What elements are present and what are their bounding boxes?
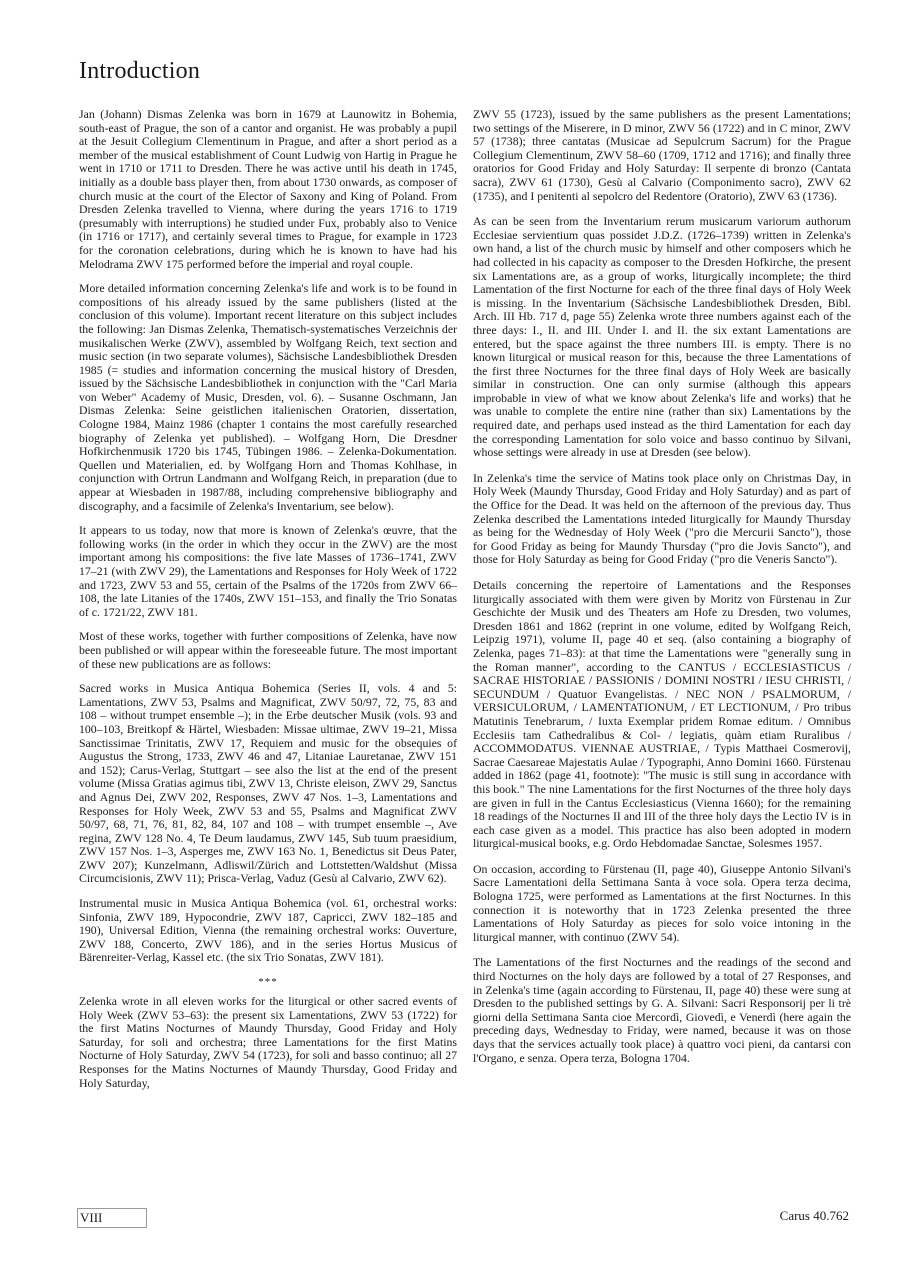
paragraph: Jan (Johann) Dismas Zelenka was born in 1679 at Launowitz in Bohemia, south-east of Prague, the son of a cantor and organist. He was probably a pupil at the Jesuit Collegium Clementinum in Prague, and after a short period as a member of the musical establishment of Count Ludwig von Hartig in Prague he went in 1710 or 1711 to Dresden. There he was active until his death in 1745, initially as a double bass player then, from about 1730 onwards, as composer of church music at the court of the Elector of Saxony and King of Poland. From Dresden Zelenka travelled to Vienna, where during the years 1716 to 1719 (presumably with interruptions) he studied under Fux, probably also to Venice (in 1716 or 1717), and certainly several times to Prague, for example in 1723 for the coronation celebrations, during which he is known to have had his Melodrama ZWV 175 performed before the imperial and royal couple. [79,107,457,271]
paragraph: The Lamentations of the first Nocturnes and the readings of the second and third Nocturnes on the holy days are followed by a total of 27 Responses, and in Zelenka's time (again according to Fürstenau, II, page 40) these were sung at Dresden to the published settings by G. A. Silvani: Sacri Responsorij per li trè giorni della Settimana Santa cioe Mercordì, Giovedì, e Venerdì (here again the preceding days, Wednesday to Friday, were named, because it was on those days that the services actually took place) à quattro voci pieni, da cantarsi con l'Organo, e senza. Opera terza, Bologna 1704. [473,955,851,1065]
paragraph: Most of these works, together with further compositions of Zelenka, have now been published or will appear within the foreseeable future. The most important of these new publications are as follows: [79,629,457,671]
catalogue-number: Carus 40.762 [779,1208,849,1223]
paragraph: More detailed information concerning Zelenka's life and work is to be found in compositions of his already issued by the same publishers (listed at the conclusion of this volume). Important recent literature on this subject includes the following: Jan Dismas Zelenka, Thematisch-systematisches Verzeichnis der musikalischen Werke (ZWV), assembled by Wolfgang Reich, text section and music section (in two separate volumes), Sächsische Landesbibliothek Dresden 1985 (= studies and information concerning the musical history of Dresden, issued by the Sächsische Landesbibliothek in conjunction with the "Carl Maria von Weber" Academy of Music, Dresden, vol. 6). – Susanne Oschmann, Jan Dismas Zelenka: Seine geistlichen italienischen Oratorien, dissertation, Cologne 1984, Mainz 1986 (chapter 1 contains the most carefully researched biography of Zelenka yet published). – Wolfgang Horn, Die Dresdner Hofkirchenmusik 1720 bis 1745, Tübingen 1986. – Zelenka-Dokumentation. Quellen und Materialien, ed. by Wolfgang Horn and Thomas Kohlhase, in conjunction with Ortrun Landmann and Wolfgang Reich, in preparation (due to appear at Wiesbaden in 1987/88, including comprehensive bibliography and discography, and a facsimile of Zelenka's Inventarium, see below). [79,281,457,513]
paragraph: It appears to us today, now that more is known of Zelenka's œuvre, that the following works (in the order in which they occur in the ZWV) are the most important among his compositions: the five late Masses of 1736–1741, ZWV 17–21 (with ZWV 29), the Lamentations and Responses for Holy Week of 1722 and 1723, ZWV 53 and 55, certain of the Psalms of the 1720s from ZWV 66–108, the late Litanies of the 1740s, ZWV 151–153, and finally the Trio Sonatas of c. 1721/22, ZWV 181. [79,523,457,619]
page-number: VIII [77,1208,147,1228]
paragraph: Sacred works in Musica Antiqua Bohemica (Series II, vols. 4 and 5: Lamentations, ZWV 53, Psalms and Magnificat, ZWV 50/97, 72, 75, 83 and 108 – without trumpet ensemble –); in the Erbe deutscher Musik (vols. 93 and 100–103, Breitkopf & Härtel, Wiesbaden: Missae ultimae, ZWV 19–21, Missa Sanctissimae Trinitatis, ZWV 17, Requiem and music for the obsequies of Augustus the Strong, 1733, ZWV 46 and 47, Litaniae Lauretanae, ZWV 151 and 152); Carus-Verlag, Stuttgart – see also the list at the end of the present volume (Missa Gratias agimus tibi, ZWV 13, Christe eleison, ZWV 29, Sanctus and Agnus Dei, ZWV 202, Responses, ZWV 47 Nos. 1–3, Lamentations and Responses for Holy Week, ZWV 53 and 55, Psalms and Magnificat ZWV 50/97, 68, 71, 76, 81, 82, 84, 107 and 108 – with trumpet ensemble –, Ave regina, ZWV 128 No. 4, Te Deum laudamus, ZWV 145, Sub tuum praesidium, ZWV 157 Nos. 1–3, Asperges me, ZWV 163 No. 1, Benedictus sit Deus Pater, ZWV 207); Kunzelmann, Adliswil/Zürich and Lottstetten/Waldshut (Missa Circumcisionis, ZWV 11); Prisca-Verlag, Vaduz (Gesù al Calvario, ZWV 62). [79,681,457,886]
section-separator: *** [258,976,278,989]
paragraph: In Zelenka's time the service of Matins took place only on Christmas Day, in Holy Week (Maundy Thursday, Good Friday and Holy Saturday) and as part of the Office for the Dead. It was held on the afternoon of the previous day. Thus Zelenka described the Lamentations inteded liturgically for Maundy Thursday as being for the Wednesday of Holy Week ("pro die Mercurii Sancto"), those for Good Friday as being for Maundy Thursday ("pro die Jovis Sancto"), and those for Holy Saturday as being for Good Friday ("pro die Veneris Sancto"). [473,470,851,567]
paragraph: Details concerning the repertoire of Lamentations and the Responses liturgically associated with them were given by Moritz von Fürstenau in Zur Geschichte der Musik und des Theaters am Hofe zu Dresden, two volumes, Dresden 1861 and 1862 (reprint in one volume, edited by Wolfgang Reich, Leipzig 1971), volume II, page 40 et seq. (also containing a biography of Zelenka, pages 71–83): at that time the Lamentations were "generally sung in the Roman manner", according to the CANTUS / ECCLESIASTICUS / SACRAE HISTORIAE / PASSIONIS / DOMINI NOSTRI / IESU CHRISTI, / SECUNDUM / Quatuor Evangelistas. / NEC NON / PSALMORUM, / VERSICULORUM, / LAMENTATIONUM, / ET LECTIONUM, / Pro tribus Matutinis Tenebrarum, / Iuxta Exemplar pridem Romae editum. / Omnibus Ecclesiis tam Cathedralibus & Col- / legiatis, quàm etiam Ruralibus / ACCOMMODATUS. VIENNAE AUSTRIAE, / Typis Matthaei Cosmerovij, Sacrae Caesareae Majestatis Aulae / Typographi, Anno Domini 1660. Fürstenau added in 1862 (page 41, footnote): "The music is still sung in accordance with this book." The nine Lamentations for the first Nocturnes of the three holy days are given in full in the Cantus Ecclesiasticus (Vienna 1660); for the remaining 18 readings of the Nocturnes II and III of the three holy days the Lectio IV is in each case given as a model. This practice has also been adopted in modern liturgical-musical books, e.g. Ordo Hebdomadae Sanctae, Solesmes 1957. [473,578,851,851]
paragraph: On occasion, according to Fürstenau (II, page 40), Giuseppe Antonio Silvani's Sacre Lamentationi della Settimana Santa à voce sola. Opera terza decima, Bologna 1725, were performed as Lamentations at the first Nocturnes. In this connection it is noteworthy that in 1723 Zelenka presented the three Lamentations of Holy Saturday as pieces for solo voice intoning in the liturgical manner, with continuo (ZWV 54). [473,861,851,944]
paragraph: Instrumental music in Musica Antiqua Bohemica (vol. 61, orchestral works: Sinfonia, ZWV 189, Hypocondrie, ZWV 187, Capricci, ZWV 182–185 and 190), Universal Edition, Vienna (the remaining orchestral works: Ouverture, ZWV 188, Concerto, ZWV 186), and in the series Hortus Musicus of Bärenreiter-Verlag, Kassel etc. (the six Trio Sonatas, ZWV 181). [79,896,457,965]
left-column [79,108,457,1101]
page-title: Introduction [79,58,201,84]
paragraph: ZWV 55 (1723), issued by the same publishers as the present Lamentations; two settings of the Miserere, in D minor, ZWV 56 (1722) and in C minor, ZWV 57 (1738); three cantatas (Musicae ad Sepulcrum Sacrum) for the Prague Collegium Clementinum, ZWV 58–60 (1709, 1712 and 1716); and finally three oratorios for Good Friday and Holy Saturday: Il serpente di bronzo (Cantata sacra), ZWV 61 (1730), Gesù al Calvario (Componimento sacro), ZWV 62 (1735), and I penitenti al sepolcro del Redentore (Oratorio), ZWV 63 (1736). [473,107,851,203]
right-column [473,108,851,1077]
paragraph: As can be seen from the Inventarium rerum musicarum variorum authorum Ecclesiae servientium quas possidet J.D.Z. (1726–1739) written in Zelenka's own hand, a list of the church music by himself and other composers which he had collected in his capacity as composer to the Dresden Hofkirche, the present six Lamentations are, as a group of works, liturgically incomplete; the third Lamentation of the first Nocturne for each of the three final days of Holy Week is missing. In the Inventarium (Sächsische Landesbibliothek Dresden, Bibl. Arch. III Hb. 717 d, page 55) Zelenka wrote three numbers against each of the three days: I., II. and III. Under I. and II. the six extant Lamentations are entered, but the space against the three numbers III. is empty. There is no known liturgical or musical reason for this, because the three Lamentations of the first three Nocturnes for the three final days of Holy Week are basically similar in construction. One can only surmise (although this appears improbable in view of what we know about Zelenka's life and works) that he was unable to complete the entire nine (rather than six) Lamentations by the required date, and perhaps used instead as the third Lamentation for each day the corresponding Lamentation for solo voice and basso continuo by Silvani, whose settings were already in use at Dresden (see below). [473,214,851,460]
paragraph: Zelenka wrote in all eleven works for the liturgical or other sacred events of Holy Week (ZWV 53–63): the present six Lamentations, ZWV 53 (1722) for the first Matins Nocturnes of Maundy Thursday, Good Friday and Holy Saturday, for soli and orchestra; three Lamentations for the first Matins Nocturne of Holy Saturday, ZWV 54 (1723), for soli and basso continuo; all 27 Responses for the Matins Nocturnes of Maundy Thursday, Good Friday and Holy Saturday, [79,994,457,1090]
